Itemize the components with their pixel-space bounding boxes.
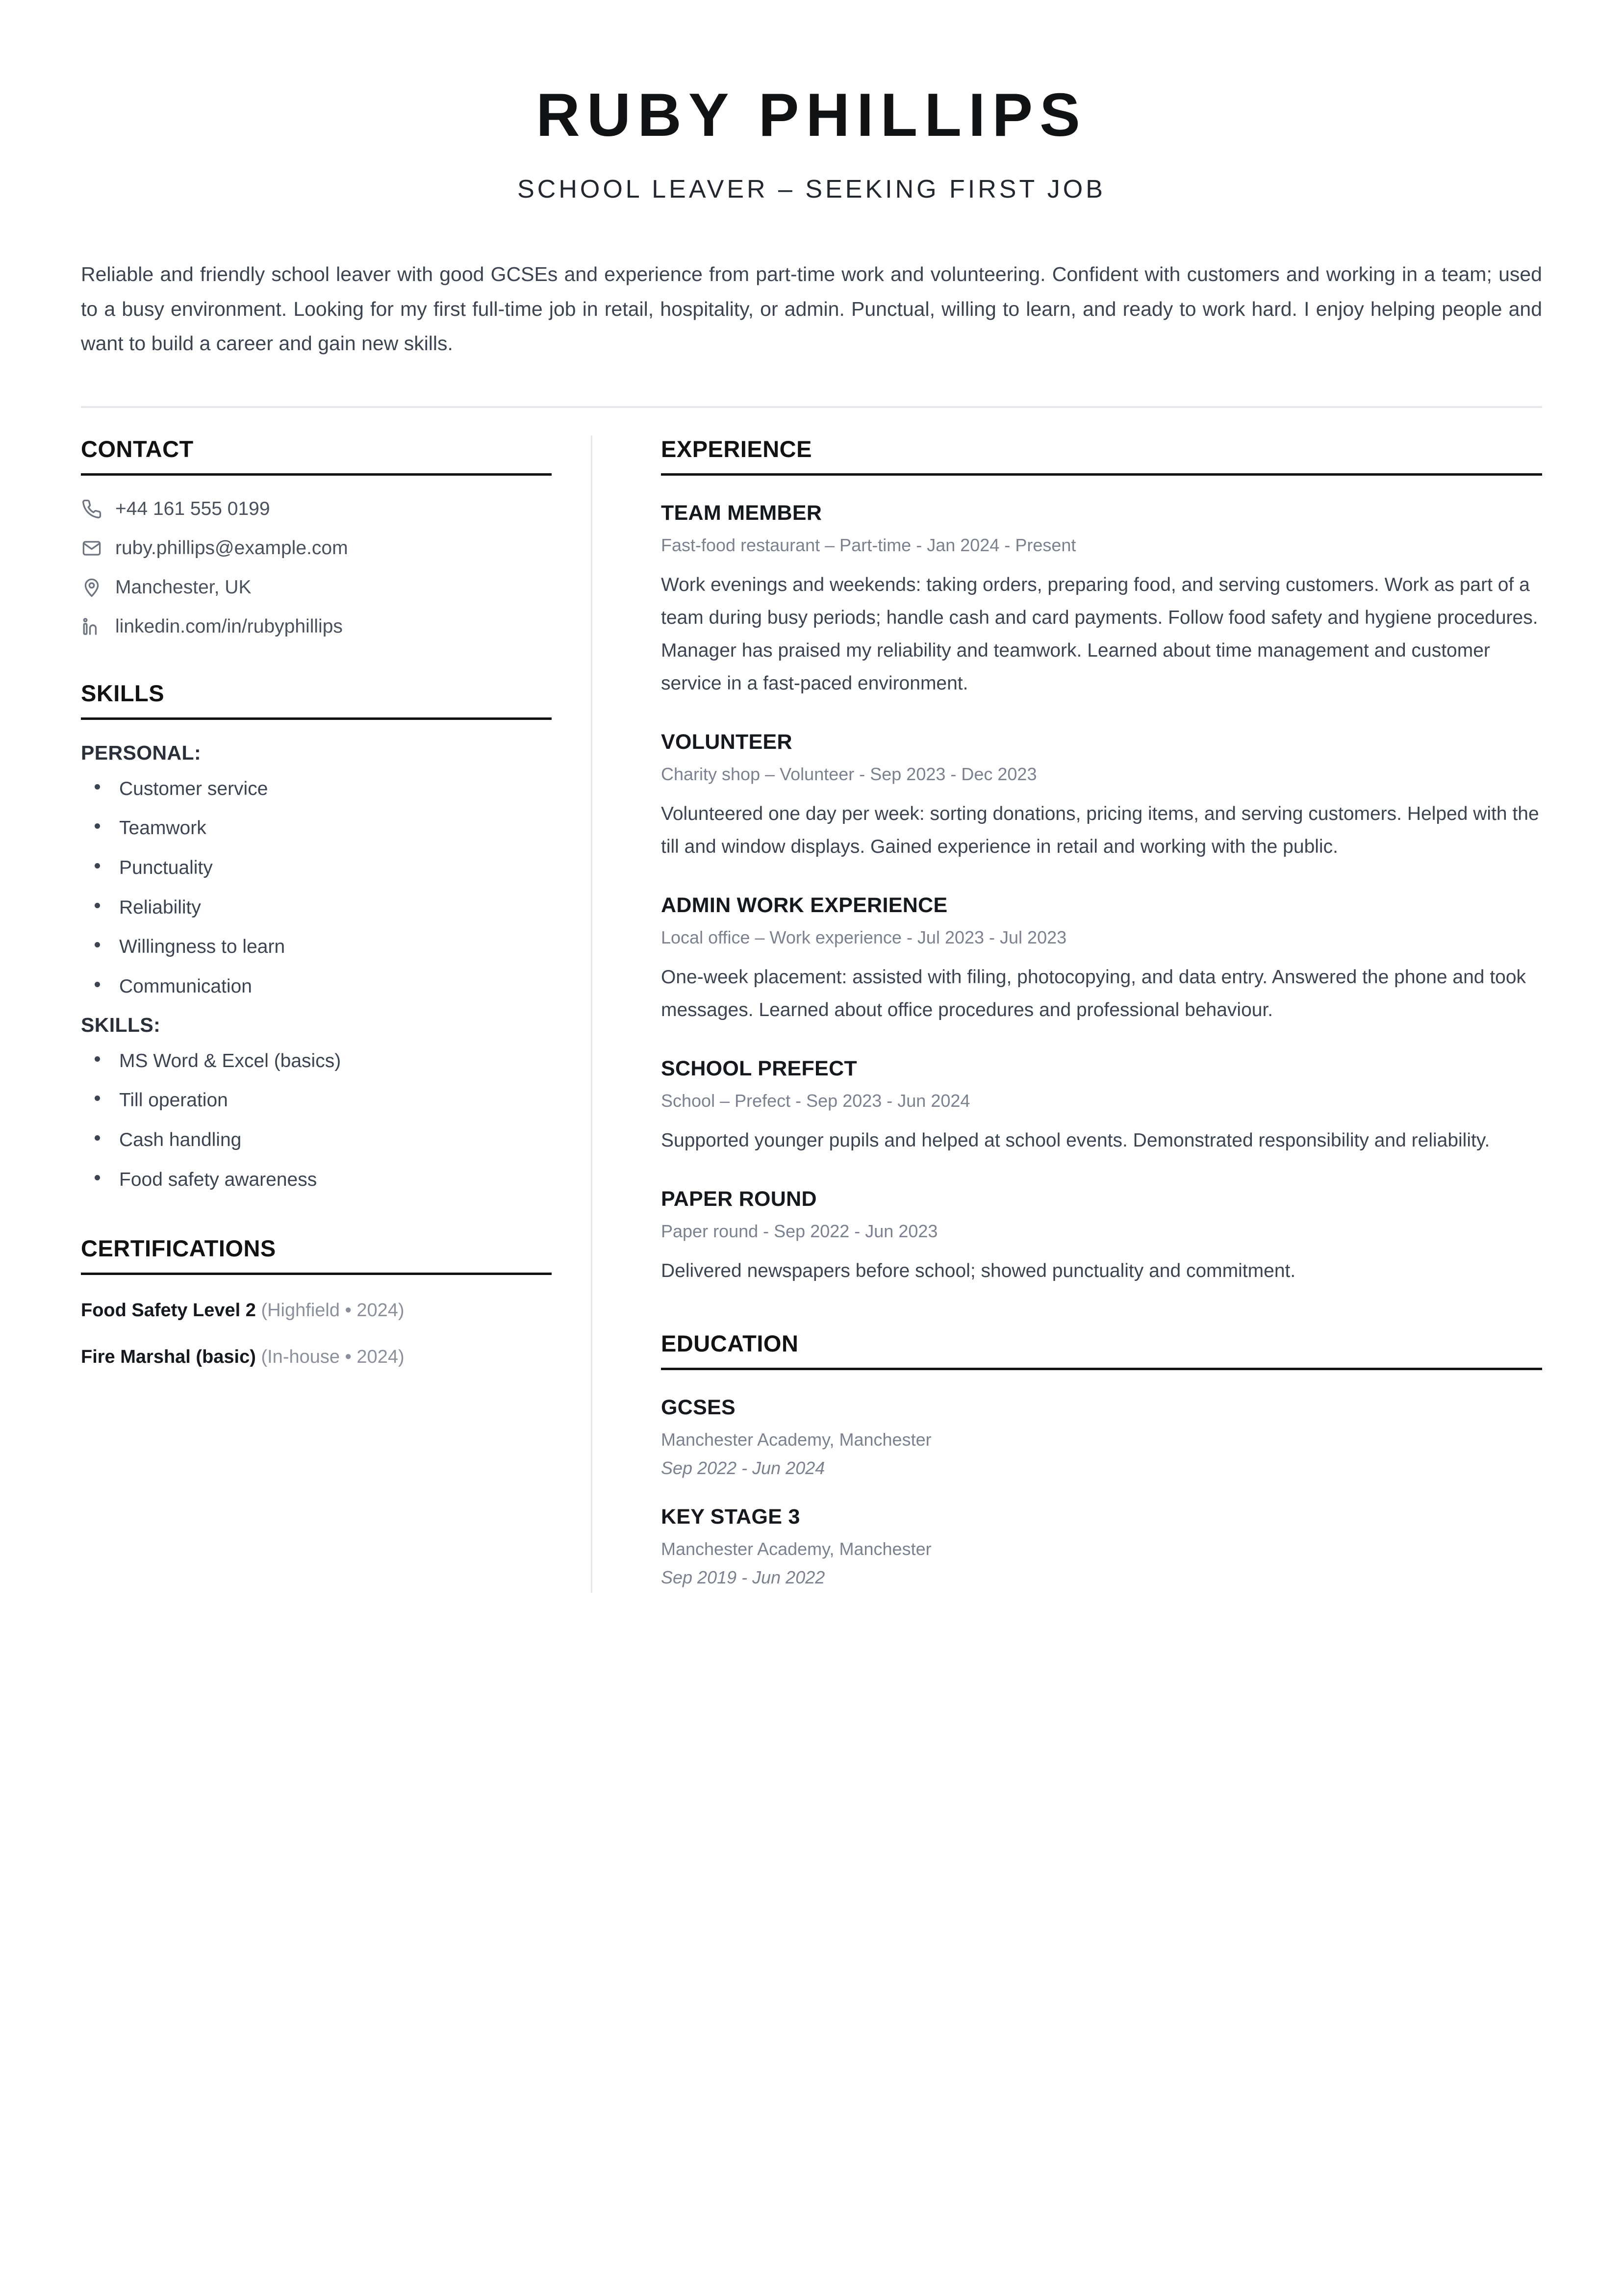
skills-body — [81, 741, 552, 1193]
contact-value-email: ruby.phillips@example.com — [115, 537, 348, 559]
section-title-contact: CONTACT — [81, 435, 194, 462]
linkedin-icon — [81, 616, 102, 638]
contact-item-location[interactable] — [81, 577, 552, 598]
list-item — [81, 1344, 552, 1370]
experience-role: PAPER ROUND — [661, 1187, 817, 1211]
experience-meta: Fast-food restaurant – Part-time - Jan 2024 - Present — [661, 535, 1076, 555]
education-dates: Sep 2022 - Jun 2024 — [661, 1457, 825, 1478]
professional-summary: Reliable and friendly school leaver with good GCSEs and experience from part-time work and volunteering. Confident with customers and working in a team; used to a busy environment. Looking for my first full-time job in retail, hospitality, or admin. Punctual, willing to learn, and ready to work hard. I enjoy helping people and want to build a career and gain new skills. — [81, 263, 1542, 355]
section-skills — [81, 680, 552, 1193]
experience-entry — [661, 1057, 1542, 1157]
education-school: Manchester Academy, Manchester — [661, 1429, 932, 1450]
list-item: Punctuality — [81, 855, 552, 881]
list-item: Food safety awareness — [81, 1167, 552, 1193]
skill-list-personal — [81, 776, 552, 1000]
education-entry — [661, 1396, 1542, 1479]
phone-icon — [81, 498, 102, 520]
skill-group-label-technical: SKILLS: — [81, 1013, 161, 1036]
section-rule-contact — [81, 473, 552, 476]
list-item: Till operation — [81, 1088, 552, 1114]
candidate-name: RUBY PHILLIPS — [536, 81, 1087, 149]
contact-value-phone: +44 161 555 0199 — [115, 498, 270, 519]
experience-entry — [661, 1187, 1542, 1287]
contact-item-phone[interactable] — [81, 498, 552, 520]
skill-group-label-personal: PERSONAL: — [81, 741, 202, 764]
contact-list — [81, 498, 552, 638]
experience-description: Supported younger pupils and helped at school events. Demonstrated responsibility and reliability. — [661, 1130, 1490, 1151]
certification-name: Food Safety Level 2 — [81, 1300, 256, 1321]
header-divider-rule — [81, 406, 1542, 408]
list-item: Teamwork — [81, 816, 552, 842]
section-rule-skills — [81, 717, 552, 720]
section-rule-experience — [661, 473, 1542, 476]
section-title-education: EDUCATION — [661, 1330, 799, 1356]
envelope-icon — [81, 537, 102, 559]
section-rule-certifications — [81, 1273, 552, 1275]
experience-description: One-week placement: assisted with filing, photocopying, and data entry. Answered the phone and took messages. Learned about office procedures and professional behaviour. — [661, 967, 1526, 1021]
candidate-headline: SCHOOL LEAVER – SEEKING FIRST JOB — [517, 175, 1106, 204]
section-certifications — [81, 1235, 552, 1370]
education-dates: Sep 2019 - Jun 2022 — [661, 1567, 825, 1587]
list-item: Willingness to learn — [81, 934, 552, 960]
experience-description: Delivered newspapers before school; showed punctuality and commitment. — [661, 1260, 1296, 1282]
main-column — [592, 435, 1542, 1593]
list-item — [81, 1298, 552, 1324]
experience-description: Work evenings and weekends: taking orders, preparing food, and serving customers. Work as part of a team during busy periods; handle cash and card payments. Follow food safety and hygiene procedures. Manager has praised my reliability and teamwork. Learned about time management and customer service in a fast-paced environment. — [661, 574, 1538, 694]
experience-entry — [661, 893, 1542, 1026]
list-item: Cash handling — [81, 1127, 552, 1153]
education-school: Manchester Academy, Manchester — [661, 1538, 932, 1559]
experience-meta: Charity shop – Volunteer - Sep 2023 - Dec 2023 — [661, 764, 1037, 785]
experience-meta: Paper round - Sep 2022 - Jun 2023 — [661, 1221, 938, 1242]
experience-role: TEAM MEMBER — [661, 501, 822, 525]
experience-description: Volunteered one day per week: sorting donations, pricing items, and serving customers. Helped with the till and window displays. Gained experience in retail and working with the public. — [661, 803, 1539, 858]
skill-group-personal — [81, 741, 552, 1000]
certification-list — [81, 1298, 552, 1370]
section-rule-education — [661, 1368, 1542, 1370]
experience-list — [661, 501, 1542, 1288]
sidebar-column — [81, 435, 591, 1391]
section-title-certifications: CERTIFICATIONS — [81, 1235, 276, 1262]
section-experience — [661, 435, 1542, 1288]
resume-body — [81, 435, 1542, 1593]
experience-role: VOLUNTEER — [661, 730, 792, 754]
education-degree: GCSES — [661, 1395, 736, 1419]
contact-value-linkedin: linkedin.com/in/rubyphillips — [115, 615, 343, 637]
list-item: Communication — [81, 974, 552, 1000]
section-contact — [81, 435, 552, 638]
list-item: Reliability — [81, 895, 552, 921]
experience-entry — [661, 730, 1542, 863]
skill-list-technical — [81, 1048, 552, 1193]
experience-role: SCHOOL PREFECT — [661, 1057, 857, 1081]
certification-meta: (In-house • 2024) — [261, 1347, 405, 1368]
contact-value-location: Manchester, UK — [115, 576, 252, 598]
skill-group-technical — [81, 1014, 552, 1193]
education-entry — [661, 1505, 1542, 1588]
location-pin-icon — [81, 577, 102, 598]
certification-name: Fire Marshal (basic) — [81, 1347, 256, 1368]
education-list — [661, 1396, 1542, 1588]
section-education — [661, 1330, 1542, 1588]
education-degree: KEY STAGE 3 — [661, 1505, 800, 1529]
list-item: MS Word & Excel (basics) — [81, 1048, 552, 1074]
contact-item-linkedin[interactable] — [81, 616, 552, 638]
experience-role: ADMIN WORK EXPERIENCE — [661, 893, 948, 918]
section-title-experience: EXPERIENCE — [661, 435, 812, 462]
experience-entry — [661, 501, 1542, 700]
contact-item-email[interactable] — [81, 537, 552, 559]
resume-header — [81, 0, 1542, 204]
list-item: Customer service — [81, 776, 552, 802]
certification-meta: (Highfield • 2024) — [261, 1300, 405, 1321]
section-title-skills: SKILLS — [81, 680, 165, 706]
experience-meta: Local office – Work experience - Jul 2023 - Jul 2023 — [661, 927, 1067, 948]
experience-meta: School – Prefect - Sep 2023 - Jun 2024 — [661, 1091, 970, 1111]
